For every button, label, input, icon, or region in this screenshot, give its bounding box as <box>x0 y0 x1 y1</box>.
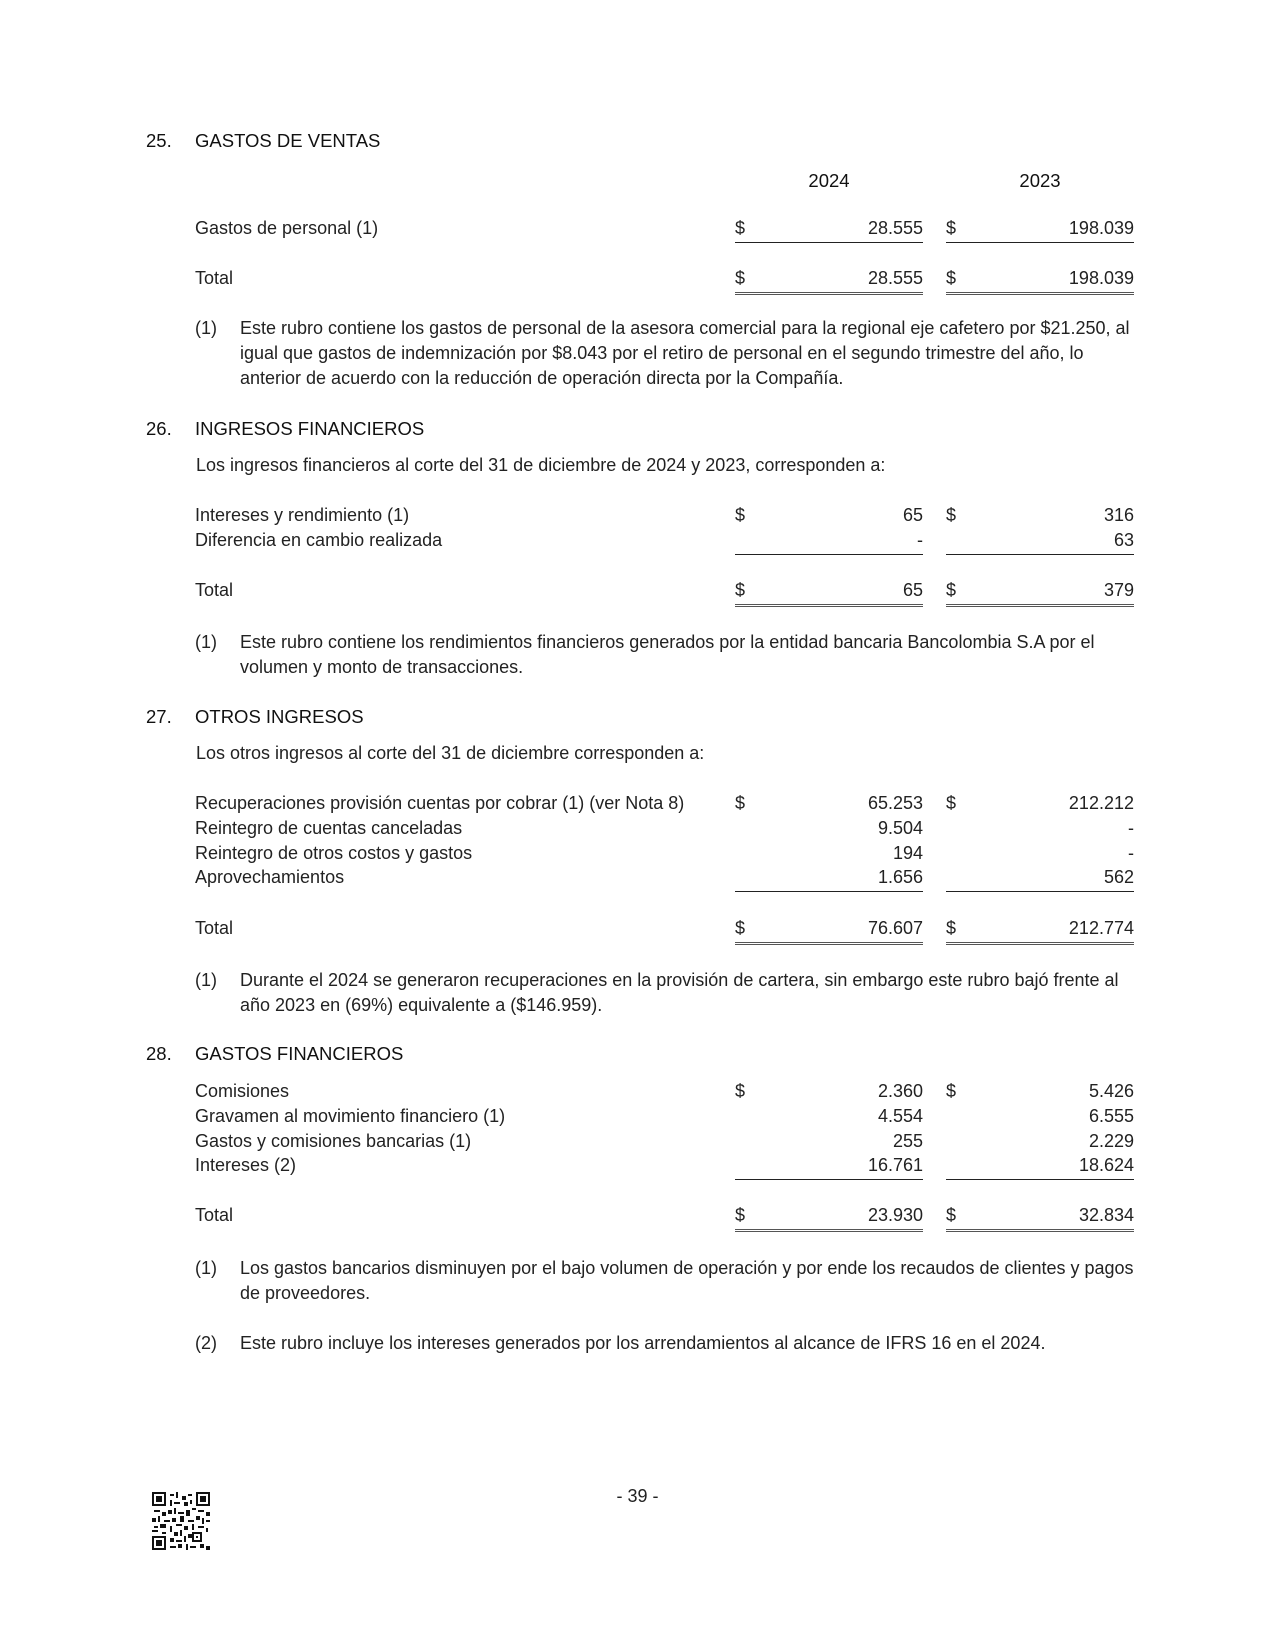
value-cell-2024: 194 <box>892 843 923 863</box>
year-header-2024: 2024 <box>808 170 850 191</box>
row-label: Reintegro de cuentas canceladas <box>195 818 463 838</box>
total-cell-2023: $ 379 <box>946 580 1134 607</box>
footnote: (1) Los gastos bancarios disminuyen por el bajo volumen de operación y por ende los recaudos de clientes y pagos de proveedores. <box>195 1258 1134 1303</box>
footnote: (1) Este rubro contiene los gastos de personal de la asesora comercial para la regional eje cafetero por $21.250, al igual que gastos de indemnización por $8.043 por el retiro de personal en el segundo trimestre del año, lo anterior de acuerdo con la reducción de operación directa por la Compañía. <box>195 318 1130 388</box>
value-cell-2024: $ 65 <box>735 505 923 525</box>
value-cell-2024: 16.761 <box>735 1155 923 1180</box>
footnote: (1) Durante el 2024 se generaron recuperaciones en la provisión de cartera, sin embargo este rubro bajó frente al año 2023 en (69%) equivalente a ($146.959). <box>195 970 1119 1015</box>
value-cell-2023: 63 <box>946 530 1134 555</box>
section-27-title: OTROS INGRESOS <box>195 706 364 727</box>
value-cell-2023: $ 198.039 <box>946 218 1134 243</box>
section-intro: Los otros ingresos al corte del 31 de diciembre corresponden a: <box>196 743 705 763</box>
total-cell-2023: $ 198.039 <box>946 268 1134 295</box>
total-label: Total <box>195 580 234 600</box>
section-25-title: GASTOS DE VENTAS <box>195 130 381 151</box>
total-label: Total <box>195 1205 234 1225</box>
footnote: (2) Este rubro incluye los intereses generados por los arrendamientos al alcance de IFRS 16 en el 2024. <box>195 1333 1046 1353</box>
value-cell-2023: 6.555 <box>1088 1106 1134 1126</box>
section-26-number: 26. <box>146 418 172 439</box>
row-label: Diferencia en cambio realizada <box>195 530 443 550</box>
section-26-title: INGRESOS FINANCIEROS <box>195 418 425 439</box>
total-cell-2024: $ 65 <box>735 580 923 607</box>
row-label: Intereses y rendimiento (1) <box>195 505 410 525</box>
row-label: Reintegro de otros costos y gastos <box>195 843 473 863</box>
total-label: Total <box>195 918 234 938</box>
section-25-number: 25. <box>146 130 172 151</box>
value-cell-2024: 255 <box>892 1131 923 1151</box>
row-label: Comisiones <box>195 1081 290 1101</box>
year-header-2023: 2023 <box>1019 170 1061 191</box>
page-number: - 39 - <box>616 1486 659 1506</box>
total-cell-2023: $ 212.774 <box>946 918 1134 945</box>
row-label: Aprovechamientos <box>195 867 345 887</box>
value-cell-2024: 4.554 <box>877 1106 923 1126</box>
value-cell-2023: 2.229 <box>1088 1131 1134 1151</box>
value-cell-2023: 18.624 <box>946 1155 1134 1180</box>
value-cell-2023: $ 212.212 <box>946 793 1134 813</box>
row-label: Intereses (2) <box>195 1155 297 1175</box>
footnote: (1) Este rubro contiene los rendimientos financieros generados por la entidad bancaria Bancolombia S.A por el volumen y monto de transacciones. <box>195 632 1095 677</box>
section-intro: Los ingresos financieros al corte del 31 de diciembre de 2024 y 2023, corresponden a: <box>196 455 886 475</box>
value-cell-2023: $ 316 <box>946 505 1134 525</box>
total-cell-2024: $ 23.930 <box>735 1205 923 1232</box>
total-cell-2024: $ 76.607 <box>735 918 923 945</box>
value-cell-2024: $ 28.555 <box>735 218 923 243</box>
value-cell-2024: 1.656 <box>735 867 923 892</box>
value-cell-2023: - <box>1128 843 1134 863</box>
value-cell-2024: 9.504 <box>877 818 923 838</box>
value-cell-2023: $ 5.426 <box>946 1081 1134 1101</box>
row-label: Gastos de personal (1) <box>195 218 379 238</box>
section-27-number: 27. <box>146 706 172 727</box>
total-label: Total <box>195 268 234 288</box>
value-cell-2024: $ 65.253 <box>735 793 923 813</box>
total-cell-2024: $ 28.555 <box>735 268 923 295</box>
section-28-title: GASTOS FINANCIEROS <box>195 1043 404 1064</box>
value-cell-2023: - <box>1128 818 1134 838</box>
value-cell-2023: 562 <box>946 867 1134 892</box>
value-cell-2024: - <box>735 530 923 555</box>
row-label: Recuperaciones provisión cuentas por cobrar (1) (ver Nota 8) <box>195 793 685 813</box>
row-label: Gastos y comisiones bancarias (1) <box>195 1131 472 1151</box>
value-cell-2024: $ 2.360 <box>735 1081 923 1101</box>
section-28-number: 28. <box>146 1043 172 1064</box>
row-label: Gravamen al movimiento financiero (1) <box>195 1106 506 1126</box>
total-cell-2023: $ 32.834 <box>946 1205 1134 1232</box>
